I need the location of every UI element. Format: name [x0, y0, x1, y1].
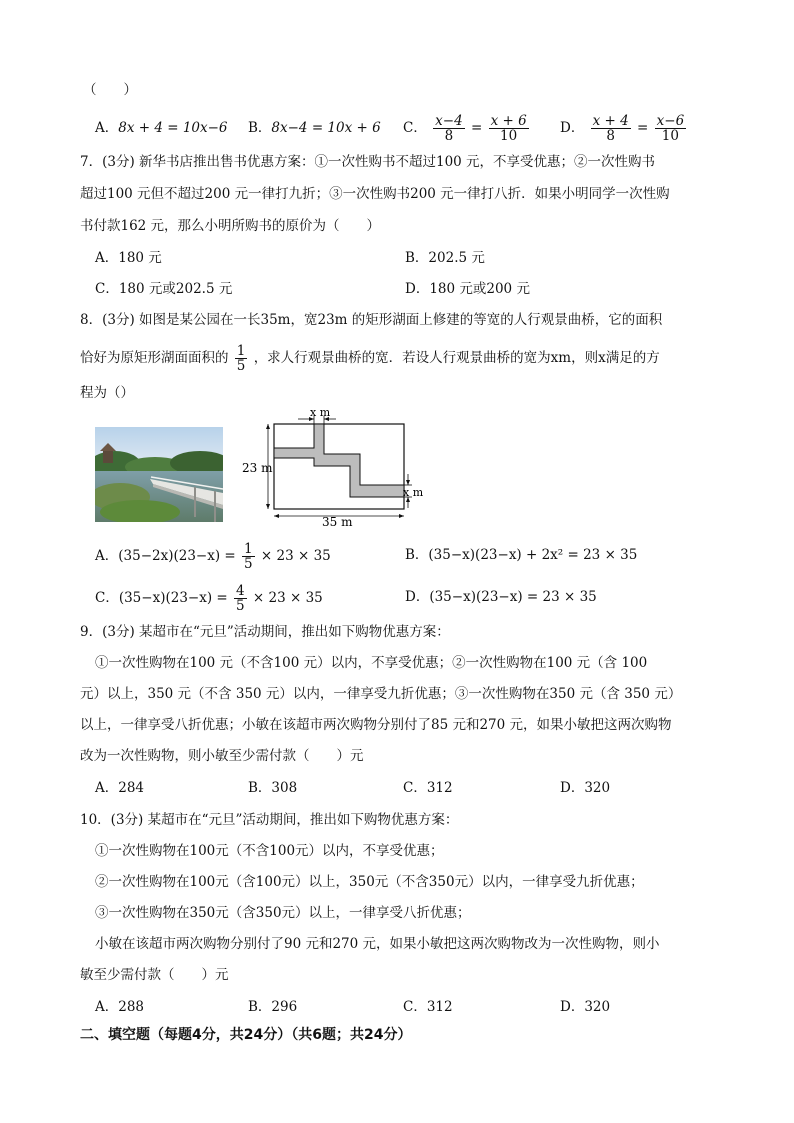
q8-c-fraction: $\frac{4}{5}$ — [236, 583, 245, 614]
q6-option-b[interactable] — [248, 118, 381, 138]
q9-stem-line2: ①一次性购物在100 元（不含100 元）以内，不享受优惠；②一次性购物在100 元（含 100 — [95, 655, 648, 671]
q9-option-b[interactable]: B．308 — [248, 780, 298, 796]
q6-d-left-fraction: $\frac{x + 4}{8}$ — [592, 113, 629, 144]
bridge-diagram — [236, 410, 436, 530]
q6-d-label: D． — [560, 120, 585, 136]
q8-c-post: × 23 × 35 — [252, 590, 323, 606]
q6-c-label: C． — [403, 120, 427, 136]
q8-option-b[interactable]: B．(35−x)(23−x) + 2x² = 23 × 35 — [405, 547, 638, 563]
q8-a-post: × 23 × 35 — [260, 548, 331, 564]
section-2-heading: 二、填空题（每题4分，共24分）（共6题；共24分） — [80, 1027, 412, 1043]
top-paren: （ ） — [83, 82, 137, 98]
q8-stem-line3: 程为（） — [80, 385, 134, 401]
q6-option-d[interactable] — [560, 110, 688, 146]
q10-option-d[interactable]: D．320 — [560, 999, 611, 1015]
q6-a-expr: 8x + 4 = 10x−6 — [118, 120, 228, 136]
q6-option-c[interactable] — [403, 110, 531, 146]
q10-stem-line1: 10．(3分) 某超市在“元旦”活动期间，推出如下购物优惠方案： — [80, 812, 459, 828]
diagram-bottom-label: 35 m — [322, 515, 353, 529]
q10-stem-line6: 敏至少需付款（ ）元 — [80, 967, 229, 983]
q8-option-d[interactable]: D．(35−x)(23−x) = 23 × 35 — [405, 589, 597, 605]
q7-option-a[interactable]: A．180 元 — [95, 250, 162, 266]
q7-stem-line2: 超过100 元但不超过200 元一律打九折；③一次性购书200 元一律打八折．如果小明同学一次性购 — [80, 186, 670, 202]
q7-stem-line1: 7．(3分) 新华书店推出售书优惠方案：①一次性购书不超过100 元，不享受优惠；②一次性购书 — [80, 154, 656, 170]
q6-option-a[interactable] — [95, 118, 228, 138]
q10-stem-line4: ③一次性购物在350元（含350元）以上，一律享受八折优惠； — [95, 905, 471, 921]
q9-stem-line5: 改为一次性购物，则小敏至少需付款（ ）元 — [80, 748, 364, 764]
q8-c-pre: C．(35−x)(23−x) = — [95, 590, 228, 606]
q10-option-a[interactable]: A．288 — [95, 999, 145, 1015]
q6-c-left-fraction: $\frac{x-4}{8}$ — [435, 113, 463, 144]
q8-fraction-one-fifth: $\frac{1}{5}$ — [236, 343, 246, 374]
q6-b-expr: 8x−4 = 10x + 6 — [271, 120, 381, 136]
q6-c-right-fraction: $\frac{x + 6}{10}$ — [490, 113, 527, 144]
bridge-photo — [95, 427, 223, 522]
q10-option-b[interactable]: B．296 — [248, 999, 298, 1015]
q10-stem-line2: ①一次性购物在100元（不含100元）以内，不享受优惠； — [95, 843, 444, 859]
q9-stem-line3: 元）以上，350 元（不含 350 元）以内，一律享受九折优惠；③一次性购物在350 元（含 350 元） — [80, 686, 682, 702]
q8-a-fraction: $\frac{1}{5}$ — [244, 541, 253, 572]
q9-option-c[interactable]: C．312 — [403, 780, 453, 796]
q10-option-c[interactable]: C．312 — [403, 999, 453, 1015]
q10-stem-line5: 小敏在该超市两次购物分别付了90 元和270 元，如果小敏把这两次购物改为一次性购物，则小 — [95, 936, 660, 952]
q8-a-pre: A．(35−2x)(23−x) = — [95, 548, 236, 564]
q8-stem-line2 — [80, 340, 660, 376]
q6-b-label: B． — [248, 120, 272, 136]
diagram-left-label: 23 m — [242, 461, 273, 475]
q8-option-a[interactable] — [95, 538, 331, 574]
q7-option-b[interactable]: B．202.5 元 — [405, 250, 485, 266]
q9-option-a[interactable]: A．284 — [95, 780, 145, 796]
q6-d-right-fraction: $\frac{x-6}{10}$ — [656, 113, 685, 144]
q6-a-label: A． — [95, 120, 119, 136]
q7-option-c[interactable]: C．180 元或202.5 元 — [95, 281, 233, 297]
q8-stem-line1: 8．(3分) 如图是某公园在一长35m，宽23m 的矩形湖面上修建的等宽的人行观景曲桥，它的面积 — [80, 312, 663, 328]
q7-option-d[interactable]: D．180 元或200 元 — [405, 281, 530, 297]
q10-stem-line3: ②一次性购物在100元（含100元）以上，350元（不含350元）以内，一律享受九折优惠； — [95, 874, 644, 890]
q9-stem-line4: 以上，一律享受八折优惠；小敏在该超市两次购物分别付了85 元和270 元，如果小敏把这两次购物 — [80, 717, 672, 733]
q8-stem-line2-post: ，求人行观景曲桥的宽．若设人行观景曲桥的宽为xm，则x满足的方 — [253, 350, 660, 366]
q9-option-d[interactable]: D．320 — [560, 780, 611, 796]
q6-d-equals: = — [637, 120, 649, 136]
q8-option-c[interactable] — [95, 580, 323, 616]
q6-c-equals: = — [470, 120, 483, 136]
diagram-top-label: x m — [310, 410, 331, 419]
q9-stem-line1: 9．(3分) 某超市在“元旦”活动期间，推出如下购物优惠方案： — [80, 624, 450, 640]
q7-stem-line3: 书付款162 元，那么小明所购书的原价为（ ） — [80, 218, 381, 234]
q8-stem-line2-pre: 恰好为原矩形湖面面积的 — [80, 350, 229, 366]
diagram-right-label: x m — [403, 486, 424, 499]
